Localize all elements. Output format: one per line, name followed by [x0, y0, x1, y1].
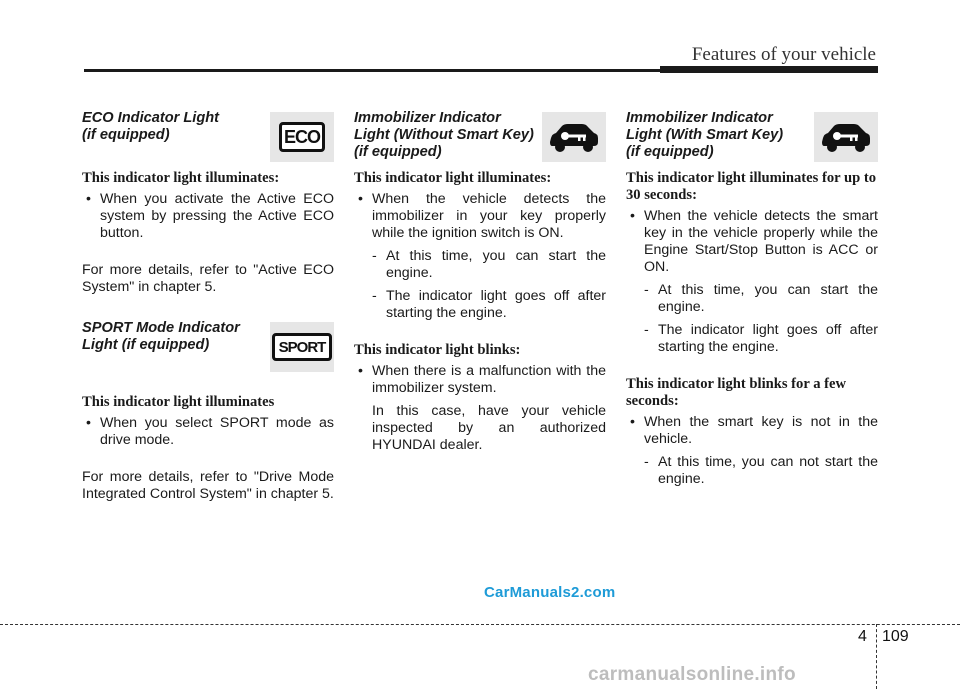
page-number-divider — [876, 624, 877, 689]
immobilizer-smart-title: Immobilizer Indicator Light (With Smart Key) (if equipped) — [626, 110, 784, 160]
sport-lead: This indicator light illuminates — [82, 394, 275, 410]
column-right — [626, 110, 878, 494]
car-key-icon — [542, 112, 606, 162]
eco-reference: For more details, refer to "Active ECO System" in chapter 5. — [82, 262, 334, 295]
immobilizer-smart-lead2: This indicator light blinks for a few seconds: — [626, 376, 847, 409]
eco-title: ECO Indicator Light (if equipped) — [82, 110, 220, 143]
immobilizer-no-smart-title: Immobilizer Indicator Light (Without Smart Key) (if equipped) — [354, 110, 534, 160]
immobilizer-smart-sub1: - At this time, you can start the engine. — [644, 282, 878, 315]
chapter-number: 4 — [858, 628, 867, 645]
header-title: Features of your vehicle — [691, 44, 876, 65]
immobilizer-no-smart-header — [354, 110, 606, 164]
sport-reference: For more details, refer to "Drive Mode Integrated Control System" in chapter 5. — [82, 469, 334, 502]
header-rule-thick — [660, 66, 878, 73]
eco-lead: This indicator light illuminates: — [82, 170, 280, 186]
immobilizer-smart-bullet1: • When the vehicle detects the smart key in the vehicle properly while the Engine Start/Stop Button is ACC or ON. — [626, 208, 878, 276]
immobilizer-smart-sub2: - The indicator light goes off after starting the engine. — [644, 322, 878, 355]
column-middle — [354, 110, 606, 460]
immobilizer-no-smart-bullet1: • When the vehicle detects the immobilizer in your key properly while the ignition switch is ON. — [354, 191, 606, 242]
car-key-icon — [814, 112, 878, 162]
site-footer-link[interactable]: carmanualsonline.info — [588, 664, 796, 685]
immobilizer-smart-header — [626, 110, 878, 164]
eco-indicator-icon — [270, 112, 334, 162]
immobilizer-no-smart-bullet2: • When there is a malfunction with the immobilizer system. — [354, 363, 606, 397]
immobilizer-smart-sub3: - At this time, you can not start the engine. — [644, 454, 878, 487]
immobilizer-smart-bullet2: • When the smart key is not in the vehicle. — [626, 414, 878, 448]
immobilizer-no-smart-sub2: - The indicator light goes off after starting the engine. — [372, 288, 606, 321]
immobilizer-smart-lead1: This indicator light illuminates for up to 30 seconds: — [626, 170, 877, 203]
immobilizer-no-smart-cont2: In this case, have your vehicle inspected by an authorized HYUNDAI dealer. — [372, 403, 606, 453]
sport-indicator-icon — [270, 322, 334, 372]
sport-section-header — [82, 320, 334, 374]
eco-bullet: • When you activate the Active ECO system by pressing the Active ECO button. — [82, 191, 334, 242]
footer-divider — [0, 624, 960, 625]
header-rule — [84, 69, 660, 72]
sport-title: SPORT Mode Indicator Light (if equipped) — [82, 320, 240, 353]
immobilizer-no-smart-sub1: - At this time, you can start the engine. — [372, 248, 606, 281]
immobilizer-no-smart-lead1: This indicator light illuminates: — [354, 170, 552, 186]
column-left — [82, 110, 334, 509]
eco-section-header — [82, 110, 334, 164]
page-number: 109 — [882, 628, 909, 645]
sport-bullet: • When you select SPORT mode as drive mode. — [82, 415, 334, 449]
sport-badge: SPORT — [272, 333, 332, 361]
immobilizer-no-smart-lead2: This indicator light blinks: — [354, 342, 521, 358]
eco-badge: ECO — [279, 122, 325, 152]
watermark-link[interactable]: CarManuals2.com — [484, 584, 616, 601]
